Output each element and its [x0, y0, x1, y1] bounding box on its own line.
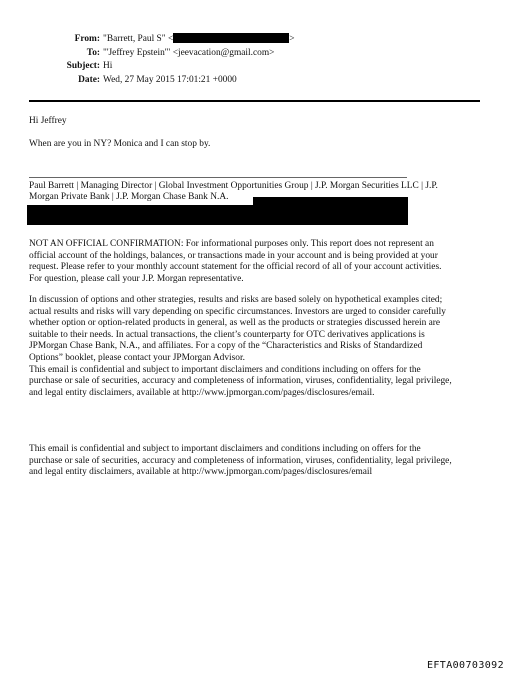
- header-divider: [29, 100, 480, 102]
- email-header: [0, 33, 512, 87]
- to-value: "'Jeffrey Epstein'" <jeevacation@gmail.com>: [103, 47, 275, 58]
- disclaimer-footer: This email is confidential and subject to important disclaimers and conditions including on offers for the purchase or sale of securities, accuracy and completeness of information, viruses, confidentiality, legal privilege, and legal entity disclaimers, available at http://www.jpmorgan.com/pages/disclosures/email: [29, 444, 452, 478]
- subject-label: Subject:: [66, 61, 100, 72]
- bates-number: EFTA00703092: [426, 660, 504, 671]
- to-label: To:: [86, 47, 100, 58]
- from-row: [0, 33, 512, 47]
- message-body: When are you in NY? Monica and I can stop by.: [29, 139, 211, 149]
- signature-divider: [29, 177, 407, 178]
- subject-value: Hi: [103, 61, 113, 72]
- to-row: [0, 47, 512, 61]
- signature-line-2: Morgan Private Bank | J.P. Morgan Chase Bank N.A.: [29, 192, 229, 203]
- signature-line-1: Paul Barrett | Managing Director | Global Investment Opportunities Group | J.P. Morgan Securities LLC | J.P.: [29, 181, 438, 191]
- from-close: >: [289, 34, 295, 44]
- from-name: "Barrett, Paul S" <: [103, 34, 174, 44]
- disclaimer-options: In discussion of options and other strategies, results and risks are based solely on hypothetical examples cited; actual results and risks will vary depending on specific circumstances. Investors are urged to consider carefully whether option or option-related products in general, as well as the products or strategies discussed herein are suitable to their needs. In actual transactions, the client’s counterparty for OTC derivatives applications is JPMorgan Chase Bank, N.A., and affiliates. For a copy of the “Characteristics and Risks of Standardized Options” booklet, please contact your JPMorgan Advisor. This email is confidential and subject to important disclaimers and conditions including on offers for the purchase or sale of securities, accuracy and completeness of information, viruses, confidentiality, legal privilege, and legal entity disclaimers, available at http://www.jpmorgan.com/pages/disclosures/email.: [29, 295, 452, 398]
- from-email-redaction: [173, 33, 289, 43]
- date-value: Wed, 27 May 2015 17:01:21 +0000: [103, 74, 237, 85]
- date-row: [0, 74, 512, 88]
- disclaimer-notice: NOT AN OFFICIAL CONFIRMATION: For informational purposes only. This report does not represent an official account of the holdings, balances, or transactions made in your account and is being provided at your request. Please refer to your monthly account statement for the official record of all of your account activities. For question, please call your J.P. Morgan representative.: [29, 239, 442, 284]
- from-value: [103, 33, 295, 47]
- date-label: Date:: [78, 74, 100, 85]
- signature-redaction: [27, 205, 408, 225]
- from-label: From:: [74, 34, 100, 44]
- subject-row: [0, 60, 512, 74]
- greeting: Hi Jeffrey: [29, 116, 67, 126]
